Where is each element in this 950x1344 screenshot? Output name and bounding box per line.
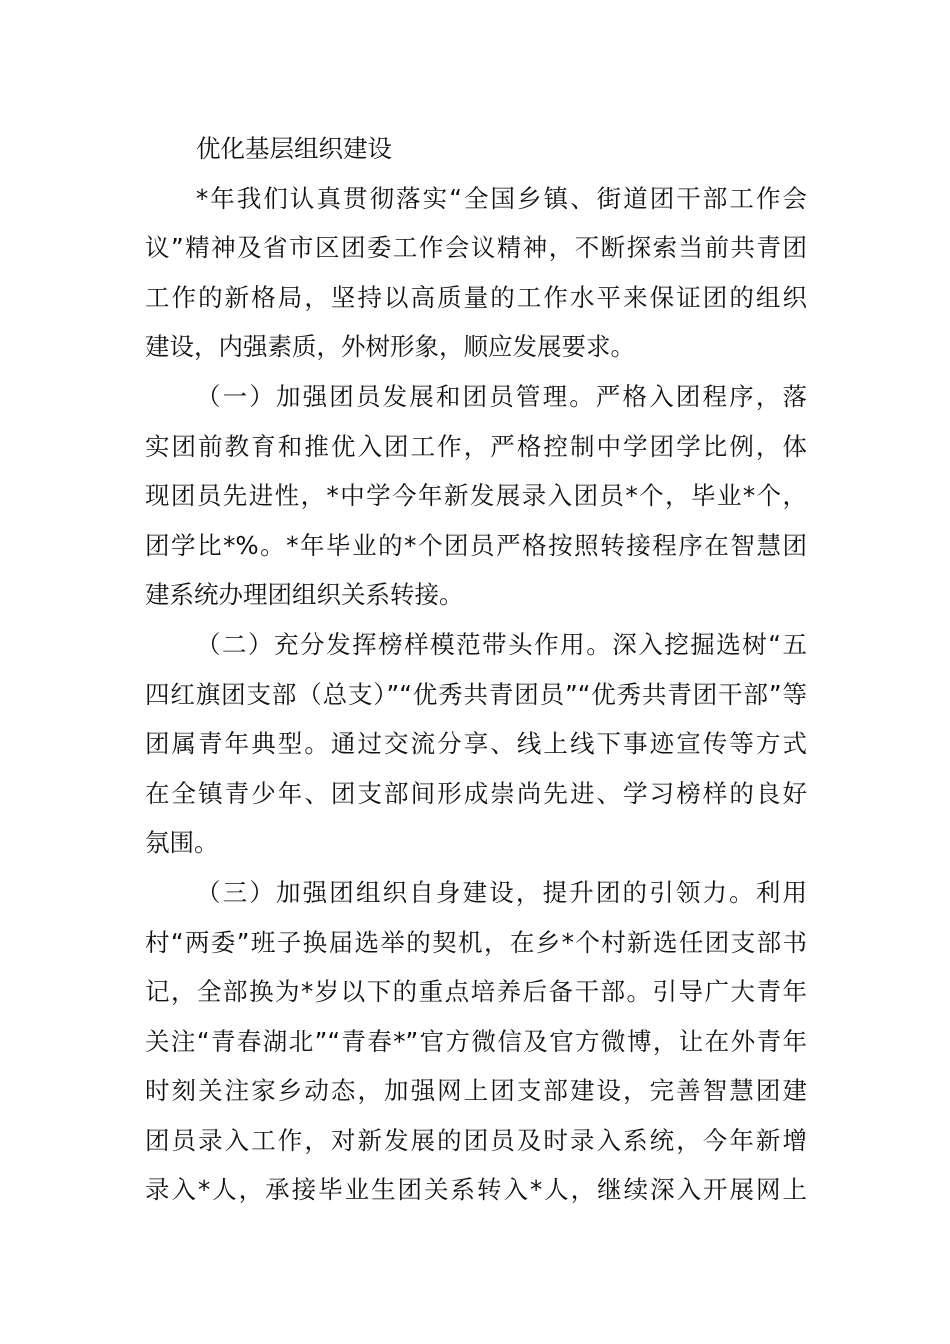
text-line: 团员录入工作，对新发展的团员及时录入系统，今年新增 (145, 1125, 807, 1155)
text-line: 在全镇青少年、团支部间形成崇尚先进、学习榜样的良好 (145, 778, 807, 808)
paragraph-intro (145, 174, 807, 372)
text-line: （二）充分发挥榜样模范带头作用。深入挖掘选树“五 (196, 629, 807, 659)
paragraph-item-2 (145, 620, 807, 868)
heading-text: 优化基层组织建设 (196, 134, 392, 163)
text-line: *年我们认真贯彻落实“全国乡镇、街道团干部工作会 (196, 183, 807, 213)
text-line: 四红旗团支部（总支）”“优秀共青团员”“优秀共青团干部”等 (145, 679, 807, 709)
section-heading (145, 124, 807, 174)
text-line: 录入*人，承接毕业生团关系转入*人，继续深入开展网上 (145, 1175, 807, 1205)
text-line: 团学比*%。*年毕业的*个团员严格按照转接程序在智慧团 (145, 530, 807, 560)
text-line: 团属青年典型。通过交流分享、线上线下事迹宣传等方式 (145, 729, 807, 759)
text-line: 关注“青春湖北”“青春*”官方微信及官方微博，让在外青年 (145, 1026, 807, 1056)
text-line: 村“两委”班子换届选举的契机，在乡*个村新选任团支部书 (145, 927, 807, 957)
paragraph-item-1 (145, 372, 807, 620)
text-line: 记，全部换为*岁以下的重点培养后备干部。引导广大青年 (145, 977, 807, 1007)
document-body (145, 124, 807, 1215)
text-line: 议”精神及省市区团委工作会议精神，不断探索当前共青团 (145, 233, 807, 263)
paragraph-item-3 (145, 868, 807, 1215)
text-line: 实团前教育和推优入团工作，严格控制中学团学比例，体 (145, 431, 807, 461)
text-line: 氛围。 (145, 828, 219, 858)
text-line: （一）加强团员发展和团员管理。严格入团程序，落 (196, 381, 807, 411)
text-line: 建系统办理团组织关系转接。 (145, 580, 464, 610)
text-line: 工作的新格局，坚持以高质量的工作水平来保证团的组织 (145, 282, 807, 312)
text-line: （三）加强团组织自身建设，提升团的引领力。利用 (196, 877, 807, 907)
text-line: 现团员先进性，*中学今年新发展录入团员*个，毕业*个， (145, 481, 807, 511)
text-line: 时刻关注家乡动态，加强网上团支部建设，完善智慧团建 (145, 1076, 807, 1106)
text-line: 建设，内强素质，外树形象，顺应发展要求。 (145, 332, 635, 362)
